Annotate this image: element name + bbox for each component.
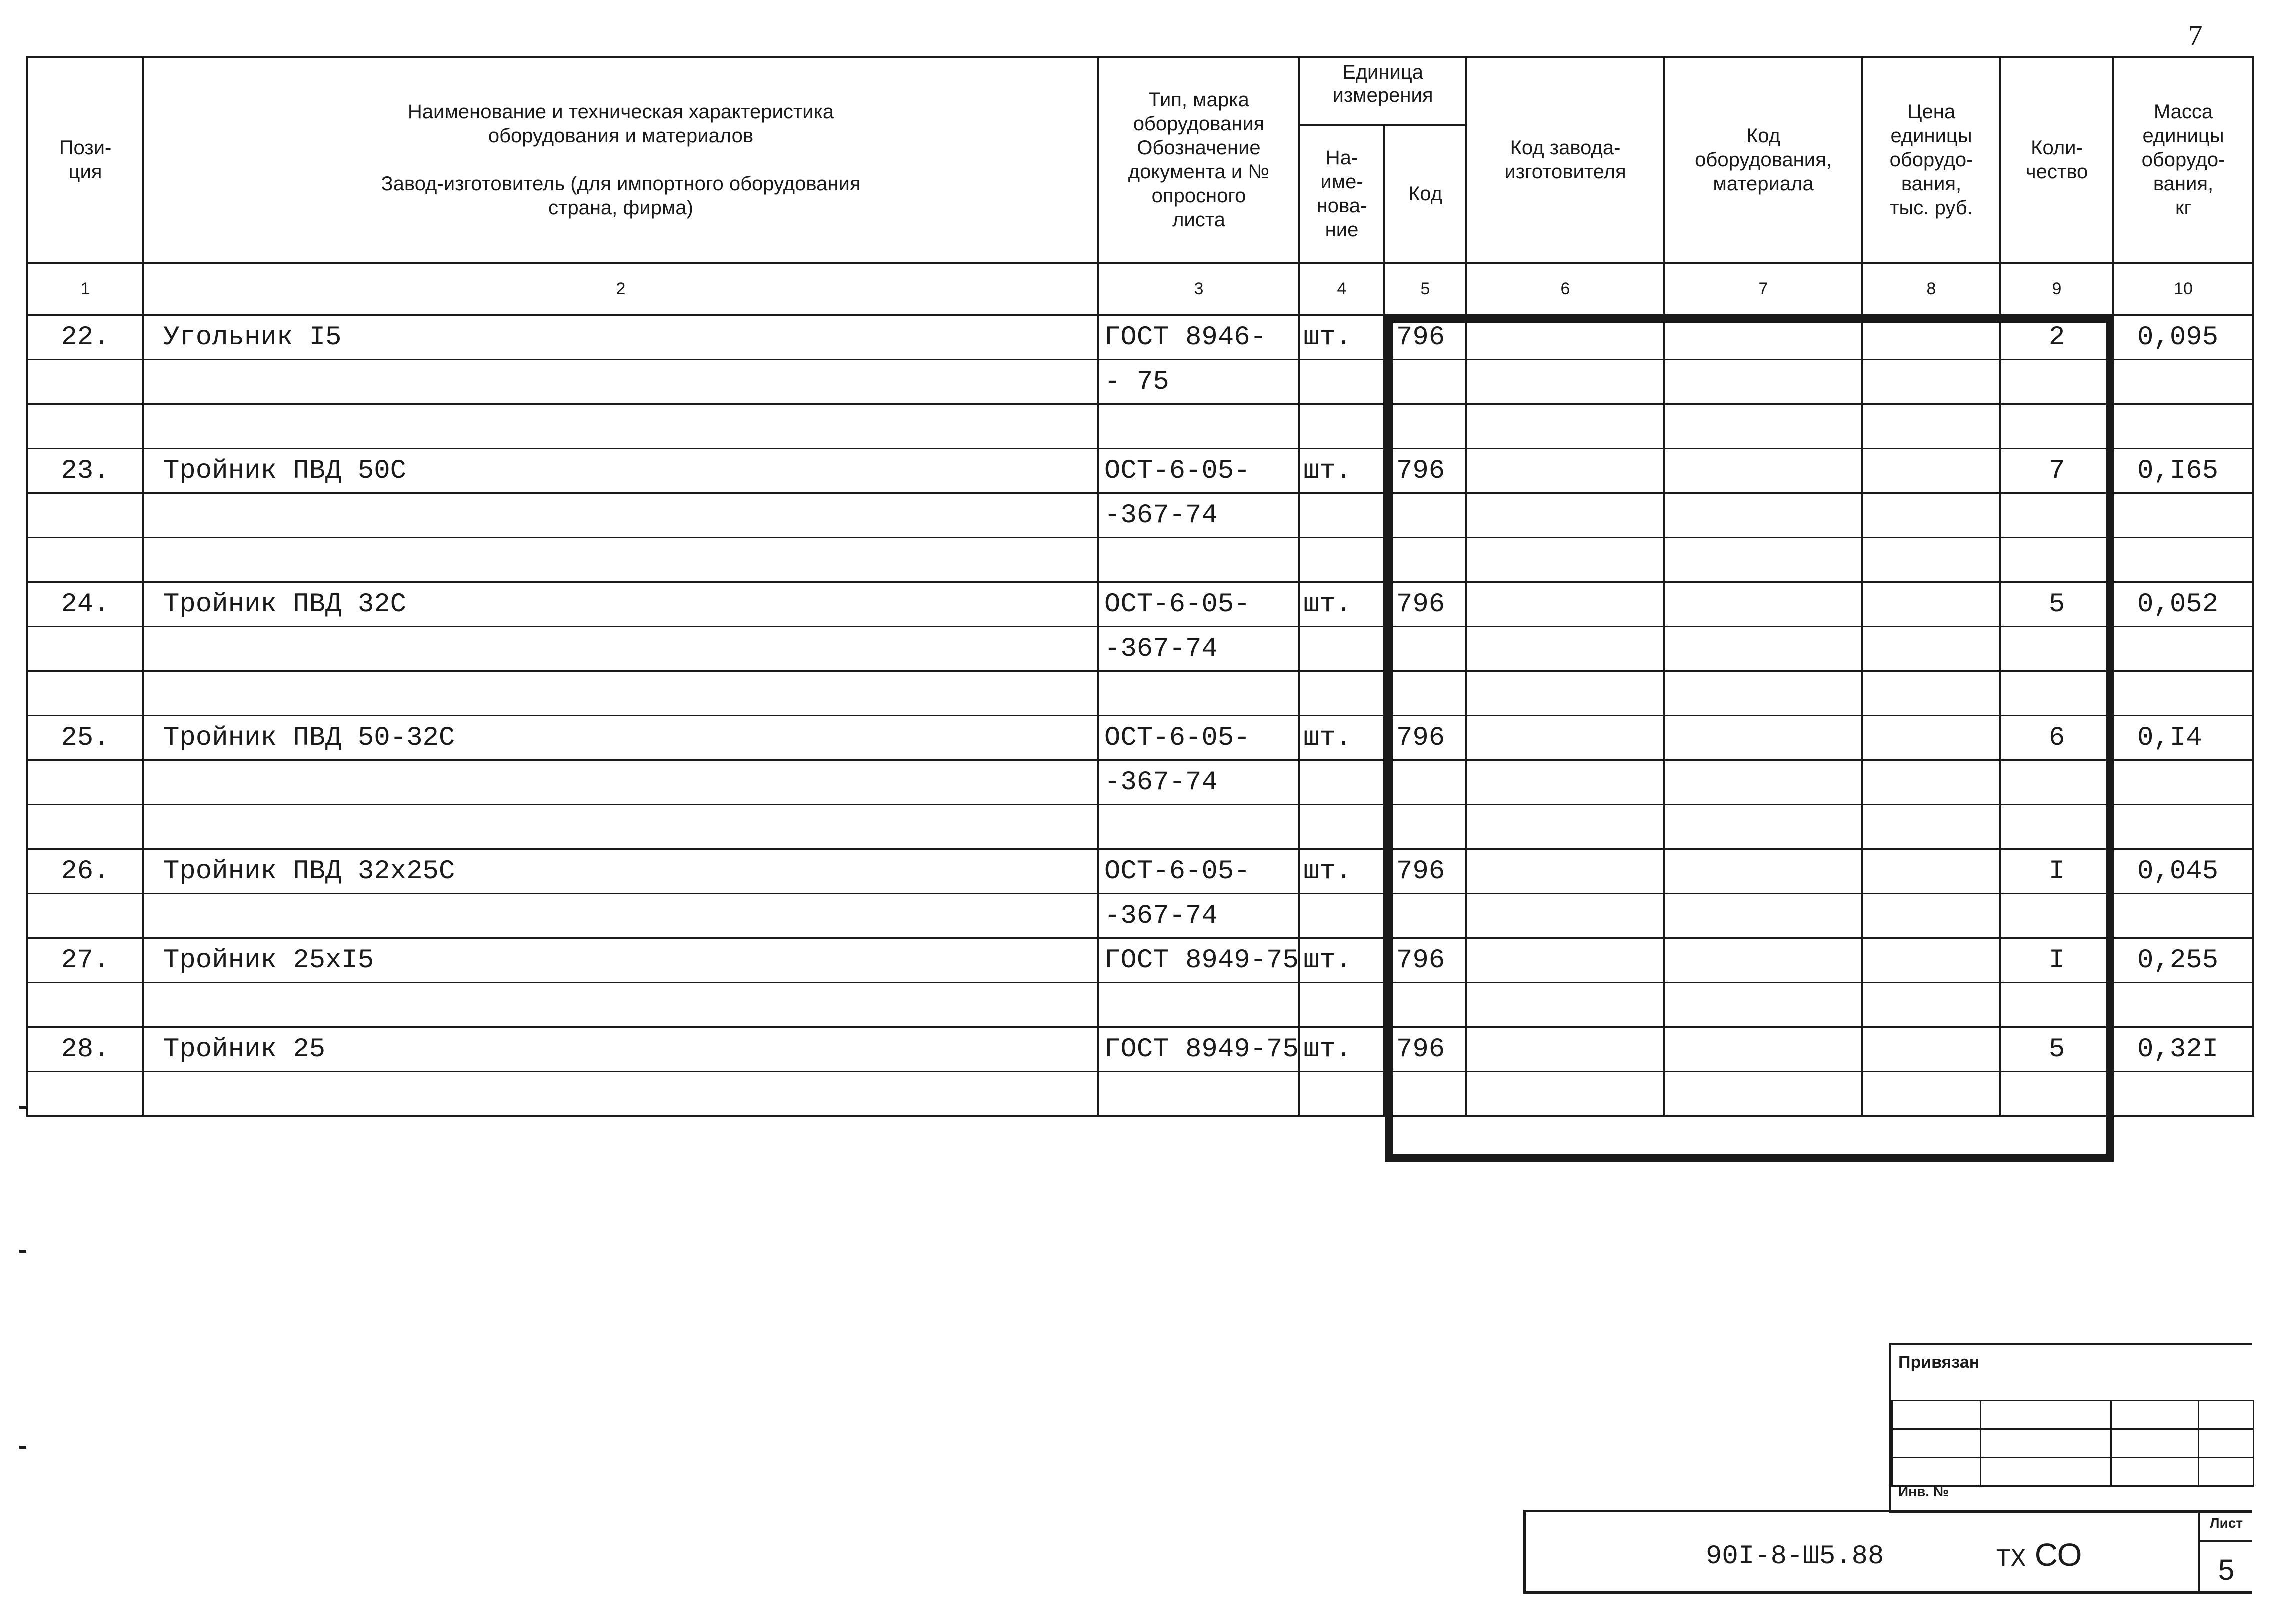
spacer-cell — [2113, 404, 2253, 449]
unit-code-cell: 796 — [1384, 449, 1466, 494]
unit-name-cell: шт. — [1299, 1028, 1384, 1072]
spacer-cell — [143, 404, 1098, 449]
header-unit-code-label: Код — [1408, 183, 1443, 205]
position-cell: 26. — [27, 850, 143, 894]
header-price-label: Цена единицы оборудо- вания, тыс. руб. — [1889, 101, 1973, 219]
item-name-cell: Тройник ПВД 50С — [143, 449, 1098, 494]
position-cell: 23. — [27, 449, 143, 494]
sheet-box — [2198, 1512, 2252, 1594]
margin-tick — [19, 1250, 26, 1253]
document-type — [1996, 1536, 2082, 1574]
quantity-cell: 2 — [2000, 315, 2113, 360]
margin-tick — [19, 1446, 26, 1449]
continuation-cell — [27, 360, 143, 404]
mass-cell: 0,I4 — [2113, 716, 2253, 760]
header-name-line1: Наименование и техническая характеристика — [407, 101, 834, 123]
continuation-cell — [2113, 627, 2253, 672]
continuation-cell — [1299, 1072, 1384, 1116]
column-number: 9 — [2000, 263, 2113, 315]
stamp-cell — [2199, 1401, 2254, 1430]
spacer-cell — [1098, 538, 1299, 582]
unit-code-cell: 796 — [1384, 315, 1466, 360]
position-cell: 22. — [27, 315, 143, 360]
position-cell: 24. — [27, 582, 143, 627]
header-unit-name — [1299, 125, 1384, 263]
stamp-cell — [2199, 1430, 2254, 1458]
quantity-cell: I — [2000, 938, 2113, 983]
document-cell: ОСТ-6-05- — [1098, 449, 1299, 494]
continuation-cell — [1299, 894, 1384, 938]
stamp-cell — [2111, 1430, 2199, 1458]
continuation-cell — [143, 1072, 1098, 1116]
continuation-cell — [143, 627, 1098, 672]
document-cell: ГОСТ 8949-75 — [1098, 1028, 1299, 1072]
column-number: 5 — [1384, 263, 1466, 315]
document-cell-continued: -367-74 — [1098, 494, 1299, 538]
spacer-cell — [1098, 805, 1299, 850]
unit-code-cell: 796 — [1384, 1028, 1466, 1072]
spacer-cell — [143, 538, 1098, 582]
continuation-cell — [2113, 894, 2253, 938]
stamp-label: Привязан — [1898, 1353, 1980, 1372]
header-unit-name-label: На- име- нова- ние — [1316, 147, 1367, 241]
highlight-frame — [1385, 315, 2114, 1162]
header-position-label: Пози- ция — [59, 137, 112, 183]
column-number: 1 — [27, 263, 143, 315]
mass-cell: 0,I65 — [2113, 449, 2253, 494]
header-mass-label: Масса единицы оборудо- вания, кг — [2141, 101, 2225, 219]
column-number: 6 — [1466, 263, 1664, 315]
header-unit-group — [1299, 57, 1466, 125]
header-name — [143, 57, 1098, 263]
page-number: 7 — [2188, 20, 2203, 52]
unit-name-cell: шт. — [1299, 938, 1384, 983]
column-number: 8 — [1862, 263, 2000, 315]
spacer-cell — [27, 538, 143, 582]
continuation-cell — [1299, 983, 1384, 1028]
position-cell: 28. — [27, 1028, 143, 1072]
column-number: 10 — [2113, 263, 2253, 315]
sheet-label: Лист — [2209, 1516, 2243, 1531]
header-unit-group-label: Единица измерения — [1332, 62, 1433, 106]
column-number: 4 — [1299, 263, 1384, 315]
unit-code-cell: 796 — [1384, 582, 1466, 627]
mass-cell: 0,255 — [2113, 938, 2253, 983]
spacer-cell — [27, 404, 143, 449]
stamp-cell — [1981, 1430, 2111, 1458]
continuation-cell — [143, 494, 1098, 538]
header-quantity-label: Коли- чество — [2025, 137, 2088, 183]
continuation-cell — [2113, 760, 2253, 805]
unit-name-cell: шт. — [1299, 850, 1384, 894]
spacer-cell — [143, 805, 1098, 850]
document-cell: ГОСТ 8949-75 — [1098, 938, 1299, 983]
document-type-prefix: ТХ — [1996, 1546, 2026, 1574]
margin-tick — [19, 1106, 26, 1109]
continuation-cell — [1299, 627, 1384, 672]
header-unit-code — [1384, 125, 1466, 263]
spacer-cell — [2113, 672, 2253, 716]
unit-code-cell: 796 — [1384, 850, 1466, 894]
header-price — [1862, 57, 2000, 263]
title-block — [1523, 1510, 2252, 1594]
header-row-top — [27, 57, 2253, 125]
continuation-cell — [1299, 360, 1384, 404]
continuation-cell — [143, 894, 1098, 938]
spacer-cell — [1098, 672, 1299, 716]
column-number: 3 — [1098, 263, 1299, 315]
header-equipment-code — [1664, 57, 1862, 263]
position-cell: 25. — [27, 716, 143, 760]
item-name-cell: Тройник ПВД 32х25С — [143, 850, 1098, 894]
quantity-cell: 5 — [2000, 582, 2113, 627]
continuation-cell — [2113, 494, 2253, 538]
document-cell-continued: -367-74 — [1098, 894, 1299, 938]
sheet-divider — [2200, 1540, 2252, 1542]
stamp-grid — [1891, 1400, 2254, 1487]
continuation-cell — [27, 983, 143, 1028]
document-cell: ОСТ-6-05- — [1098, 850, 1299, 894]
spacer-cell — [2113, 805, 2253, 850]
spacer-cell — [143, 672, 1098, 716]
quantity-cell: 7 — [2000, 449, 2113, 494]
continuation-cell — [27, 1072, 143, 1116]
document-cell-continued: -367-74 — [1098, 627, 1299, 672]
mass-cell: 0,32I — [2113, 1028, 2253, 1072]
continuation-cell — [143, 760, 1098, 805]
position-cell: 27. — [27, 938, 143, 983]
header-name-line4: страна, фирма) — [548, 197, 693, 219]
document-cell-continued: - 75 — [1098, 360, 1299, 404]
header-position — [27, 57, 143, 263]
unit-name-cell: шт. — [1299, 315, 1384, 360]
stamp-cell — [2111, 1401, 2199, 1430]
column-number-row — [27, 263, 2253, 315]
continuation-cell — [2113, 360, 2253, 404]
binding-stamp — [1889, 1343, 2252, 1513]
header-doc-label: Тип, марка оборудования Обозначение документа и № опросного листа — [1128, 89, 1270, 231]
header-equipment-code-label: Код оборудования, материала — [1695, 125, 1832, 195]
column-number: 7 — [1664, 263, 1862, 315]
spacer-cell — [1299, 805, 1384, 850]
mass-cell: 0,052 — [2113, 582, 2253, 627]
stamp-cell — [2111, 1458, 2199, 1486]
item-name-cell: Тройник 25 — [143, 1028, 1098, 1072]
spacer-cell — [1098, 404, 1299, 449]
stamp-cell — [1981, 1401, 2111, 1430]
header-factory-code-label: Код завода- изготовителя — [1504, 137, 1626, 183]
spacer-cell — [2113, 538, 2253, 582]
document-type-code: СО — [2034, 1537, 2082, 1573]
spacer-cell — [1299, 404, 1384, 449]
document-cell-continued: -367-74 — [1098, 760, 1299, 805]
sheet-number: 5 — [2218, 1554, 2235, 1586]
header-name-line2: оборудования и материалов — [488, 125, 754, 147]
mass-cell: 0,045 — [2113, 850, 2253, 894]
header-factory-code — [1466, 57, 1664, 263]
column-number: 2 — [143, 263, 1098, 315]
mass-cell: 0,095 — [2113, 315, 2253, 360]
inventory-label: Инв. № — [1898, 1484, 1949, 1500]
quantity-cell: 6 — [2000, 716, 2113, 760]
continuation-cell — [1299, 760, 1384, 805]
item-name-cell: Тройник ПВД 32С — [143, 582, 1098, 627]
unit-code-cell: 796 — [1384, 716, 1466, 760]
document-cell: ОСТ-6-05- — [1098, 582, 1299, 627]
spacer-cell — [27, 805, 143, 850]
continuation-cell — [27, 760, 143, 805]
header-quantity — [2000, 57, 2113, 263]
stamp-cell — [2199, 1458, 2254, 1486]
continuation-cell — [2113, 983, 2253, 1028]
item-name-cell: Тройник ПВД 50-32С — [143, 716, 1098, 760]
unit-name-cell: шт. — [1299, 716, 1384, 760]
stamp-cell — [1981, 1458, 2111, 1486]
stamp-cell — [1892, 1458, 1981, 1486]
document-cell-continued — [1098, 1072, 1299, 1116]
document-cell-continued — [1098, 983, 1299, 1028]
stamp-cell — [1892, 1401, 1981, 1430]
unit-code-cell: 796 — [1384, 938, 1466, 983]
unit-name-cell: шт. — [1299, 449, 1384, 494]
item-name-cell: Тройник 25хI5 — [143, 938, 1098, 983]
spacer-cell — [27, 672, 143, 716]
document-code: 90I-8-Ш5.88 — [1706, 1542, 1884, 1572]
unit-name-cell: шт. — [1299, 582, 1384, 627]
document-cell: ОСТ-6-05- — [1098, 716, 1299, 760]
quantity-cell: I — [2000, 850, 2113, 894]
continuation-cell — [27, 894, 143, 938]
header-name-line3: Завод-изготовитель (для импортного оборудования — [381, 173, 861, 195]
stamp-cell — [1892, 1430, 1981, 1458]
continuation-cell — [27, 494, 143, 538]
header-doc — [1098, 57, 1299, 263]
document-cell: ГОСТ 8946- — [1098, 315, 1299, 360]
header-mass — [2113, 57, 2253, 263]
continuation-cell — [143, 360, 1098, 404]
continuation-cell — [143, 983, 1098, 1028]
item-name-cell: Угольник I5 — [143, 315, 1098, 360]
continuation-cell — [27, 627, 143, 672]
spacer-cell — [1299, 538, 1384, 582]
quantity-cell: 5 — [2000, 1028, 2113, 1072]
continuation-cell — [2113, 1072, 2253, 1116]
continuation-cell — [1299, 494, 1384, 538]
spacer-cell — [1299, 672, 1384, 716]
